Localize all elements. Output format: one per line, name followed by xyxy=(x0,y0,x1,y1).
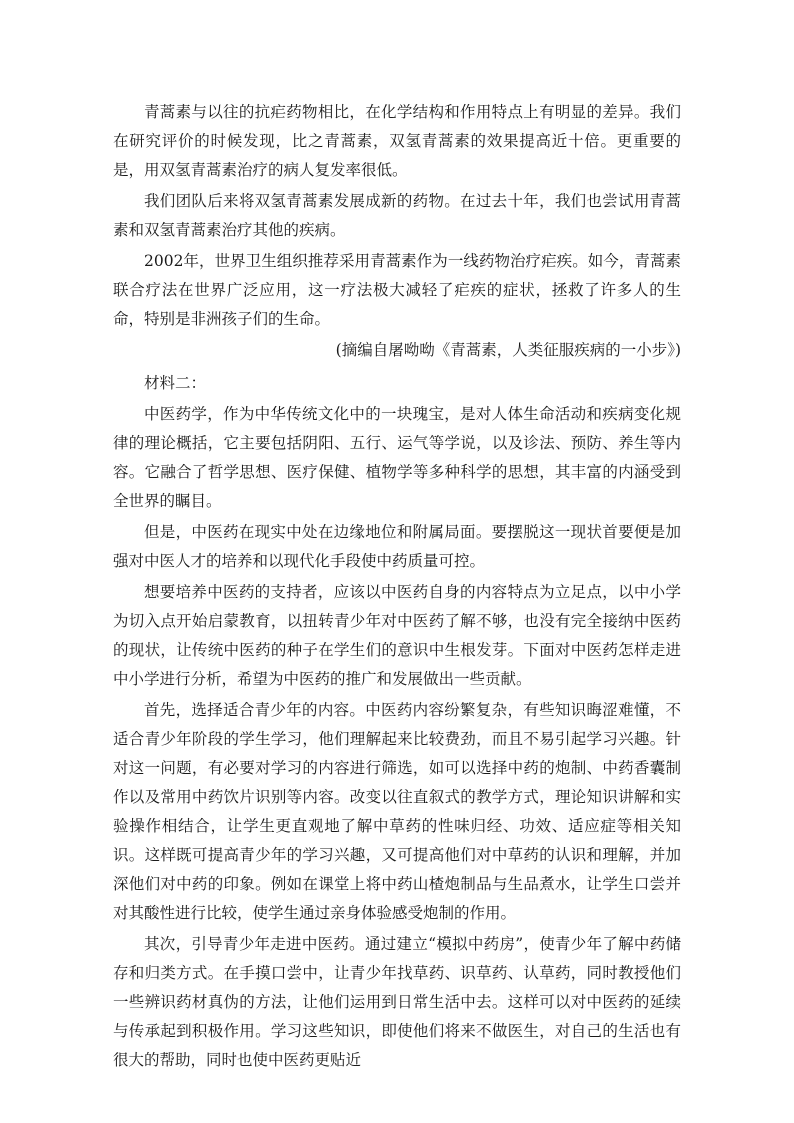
source-citation: (摘编自屠呦呦《青蒿素，人类征服疾病的一小步》) xyxy=(335,341,681,359)
paragraph: 中医药学，作为中华传统文化中的一块瑰宝，是对人体生命活动和疾病变化规律的理论概括，它主要包括阴阳、五行、运气等学说，以及诊法、预防、养生等内容。它融合了哲学思想、医疗保健、植物学等多种科学的思想，其丰富的内涵受到全世界的瞩目。 xyxy=(113,405,681,510)
paragraph: 2002年，世界卫生组织推荐采用青蒿素作为一线药物治疗疟疾。如今，青蒿素联合疗法在世界广泛应用，这一疗法极大减轻了疟疾的症状，拯救了许多人的生命，特别是非洲孩子们的生命。 xyxy=(113,252,681,328)
material-heading: 材料二： xyxy=(144,374,207,392)
paragraph: 想要培养中医药的支持者，应该以中医药自身的内容特点为立足点，以中小学为切入点开始启蒙教育，以扭转青少年对中医药了解不够，也没有完全接纳中医药的现状，让传统中医药的种子在学生们的意识中生根发芽。下面对中医药怎样走进中小学进行分析，希望为中医药的推广和发展做出一些贡献。 xyxy=(113,583,681,688)
paragraph: 我们团队后来将双氢青蒿素发展成新的药物。在过去十年，我们也尝试用青蒿素和双氢青蒿素治疗其他的疾病。 xyxy=(113,192,681,239)
document-body xyxy=(113,98,681,1077)
paragraph: 青蒿素与以往的抗疟药物相比，在化学结构和作用特点上有明显的差异。我们在研究评价的时候发现，比之青蒿素，双氢青蒿素的效果提高近十倍。更重要的是，用双氢青蒿素治疗的病人复发率很低。 xyxy=(113,103,681,179)
paragraph: 首先，选择适合青少年的内容。中医药内容纷繁复杂，有些知识晦涩难懂，不适合青少年阶段的学生学习，他们理解起来比较费劲，而且不易引起学习兴趣。针对这一问题，有必要对学习的内容进行筛选，如可以选择中药的炮制、中药香囊制作以及常用中药饮片识别等内容。改变以往直叙式的教学方式，理论知识讲解和实验操作相结合，让学生更直观地了解中草药的性味归经、功效、适应症等相关知识。这样既可提高青少年的学习兴趣，又可提高他们对中草药的认识和理解，并加深他们对中药的印象。例如在课堂上将中药山楂炮制品与生品煮水，让学生口尝并对其酸性进行比较，使学生通过亲身体验感受炮制的作用。 xyxy=(113,701,681,922)
paragraph: 但是，中医药在现实中处在边缘地位和附属局面。要摆脱这一现状首要便是加强对中医人才的培养和以现代化手段使中药质量可控。 xyxy=(113,523,681,570)
paragraph: 其次，引导青少年走进中医药。通过建立“模拟中药房”，使青少年了解中药储存和归类方式。在手摸口尝中，让青少年找草药、识草药、认草药，同时教授他们一些辨识药材真伪的方法，让他们运用到日常生活中去。这样可以对中医药的延续与传承起到积极作用。学习这些知识，即使他们将来不做医生，对自己的生活也有很大的帮助，同时也使中医药更贴近 xyxy=(113,935,681,1069)
